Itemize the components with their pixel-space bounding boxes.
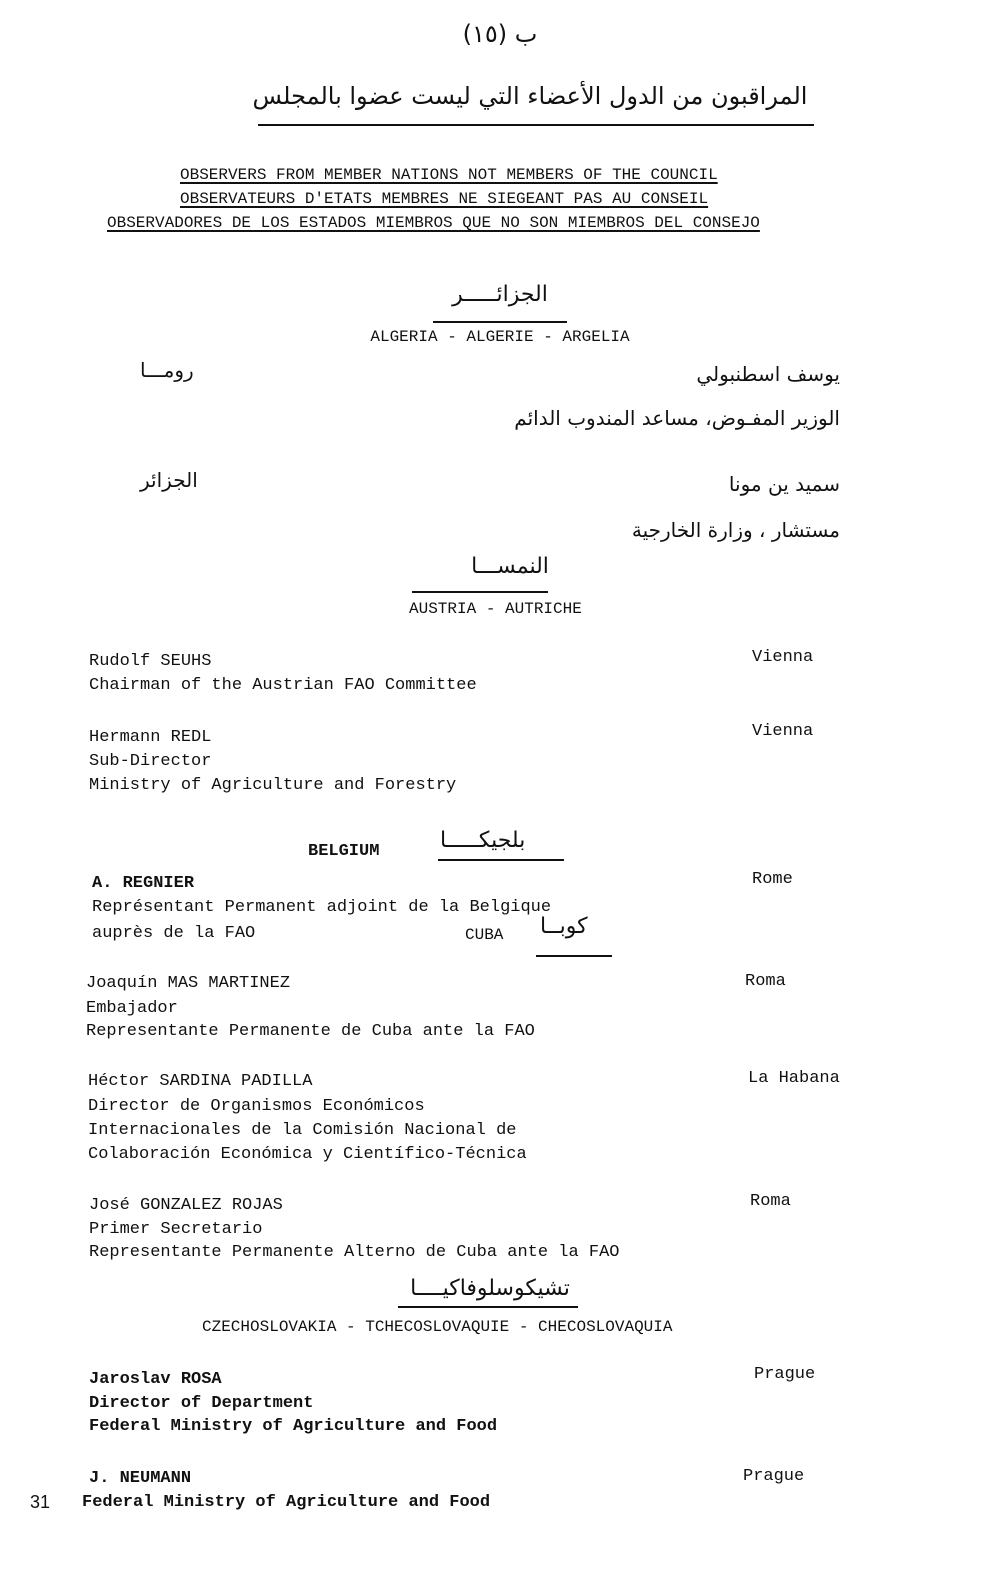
czechoslovakia-heading-ar: تشيكوسلوفاكيــــا [410,1276,570,1301]
page-header: ب (١٥) [462,20,538,48]
cuba-heading-ar: كوبــا [540,914,588,939]
cuba-person3-line1: Primer Secretario [89,1220,263,1239]
czechoslovakia-heading-underline [398,1306,578,1308]
austria-heading-underline [412,591,548,593]
title-english: OBSERVERS FROM MEMBER NATIONS NOT MEMBERS OF THE COUNCIL [180,166,718,184]
title-spanish: OBSERVADORES DE LOS ESTADOS MIEMBROS QUE NO SON MIEMBROS DEL CONSEJO [107,214,760,232]
czechoslovakia-person2-line1: Federal Ministry of Agriculture and Food [82,1493,491,1512]
czechoslovakia-person1-city: Prague [754,1365,816,1384]
algeria-heading-ar: الجزائـــــر [452,282,548,307]
title-french: OBSERVATEURS D'ETATS MEMBRES NE SIEGEANT PAS AU CONSEIL [180,190,709,208]
austria-person2-line1: Sub-Director [89,752,212,771]
austria-person2-city: Vienna [752,722,814,741]
cuba-person1-city: Roma [745,972,786,991]
austria-heading-ar: النمســـا [471,554,549,579]
algeria-heading-underline [433,321,567,323]
algeria-person2-title-ar: مستشار ، وزارة الخارجية [631,518,840,542]
czechoslovakia-person2-city: Prague [743,1467,805,1486]
cuba-person1-line1: Embajador [86,999,178,1018]
cuba-person1-name: Joaquín MAS MARTINEZ [86,974,291,993]
austria-heading: AUSTRIA - AUTRICHE [409,600,582,618]
algeria-person2-city-ar: الجزائر [140,468,198,492]
belgium-person1-line1: Représentant Permanent adjoint de la Belgique [92,898,552,917]
cuba-person2-name: Héctor SARDINA PADILLA [88,1072,313,1091]
cuba-person1-line2: Representante Permanente de Cuba ante la FAO [86,1022,535,1041]
belgium-person1-name: A. REGNIER [92,874,195,893]
arabic-title-underline [258,124,814,126]
algeria-person2-name-ar: سميد ين مونا [728,472,840,496]
cuba-heading-underline [536,955,612,957]
czechoslovakia-person1-name: Jaroslav ROSA [89,1370,222,1389]
cuba-person2-line3: Colaboración Económica y Científico-Técnica [88,1145,527,1164]
algeria-person1-name-ar: يوسف اسطنبولي [696,362,840,386]
algeria-person1-title-ar: الوزير المفـوض، مساعد المندوب الدائم [514,406,840,430]
page-number: 31 [30,1492,51,1512]
belgium-heading-underline [438,859,564,861]
austria-person1-name: Rudolf SEUHS [89,652,212,671]
austria-person2-name: Hermann REDL [89,728,212,747]
czechoslovakia-person1-line1: Director of Department [89,1394,314,1413]
belgium-heading-ar: بلجيكـــــا [440,828,526,853]
austria-person2-line2: Ministry of Agriculture and Forestry [89,776,457,795]
austria-person1-city: Vienna [752,648,814,667]
cuba-person3-line2: Representante Permanente Alterno de Cuba ante la FAO [89,1243,620,1262]
cuba-person2-line2: Internacionales de la Comisión Nacional de [88,1121,517,1140]
algeria-person1-city-ar: رومـــا [140,358,194,382]
czechoslovakia-heading: CZECHOSLOVAKIA - TCHECOSLOVAQUIE - CHECOSLOVAQUIA [202,1318,673,1336]
cuba-heading: CUBA [465,926,504,944]
belgium-person1-city: Rome [752,870,793,889]
cuba-person3-city: Roma [750,1192,791,1211]
belgium-person1-line2: auprès de la FAO [92,924,256,943]
austria-person1-line1: Chairman of the Austrian FAO Committee [89,676,477,695]
cuba-person2-line1: Director de Organismos Económicos [88,1097,425,1116]
cuba-person3-name: José GONZALEZ ROJAS [89,1196,283,1215]
czechoslovakia-person2-name: J. NEUMANN [89,1469,192,1488]
belgium-heading: BELGIUM [308,842,380,861]
arabic-title: المراقبون من الدول الأعضاء التي ليست عضوا بالمجلس [252,82,808,110]
czechoslovakia-person1-line2: Federal Ministry of Agriculture and Food [89,1417,498,1436]
algeria-heading: ALGERIA - ALGERIE - ARGELIA [370,328,630,346]
cuba-person2-city: La Habana [748,1069,840,1088]
